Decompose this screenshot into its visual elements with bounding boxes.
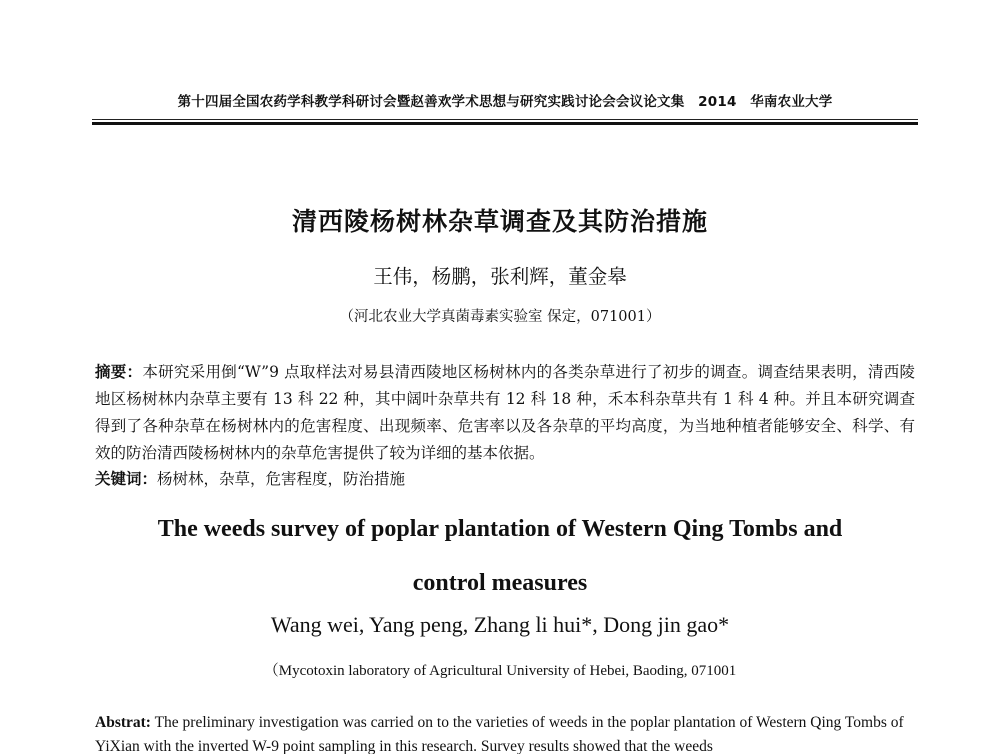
abstract-en-label: Abstrat: <box>95 714 151 731</box>
paper-title-en-line-2: control measures <box>412 570 588 596</box>
keywords-cn-label: 关键词： <box>95 469 158 488</box>
affiliation-cn: （河北农业大学真菌毒素实验室 保定，071001） <box>339 309 661 325</box>
affiliation-en: （Mycotoxin laboratory of Agricultural University of Hebei, Baoding, 071001 <box>263 663 737 679</box>
header-rule-thick <box>92 122 918 125</box>
keywords-cn-text: 杨树林，杂草，危害程度，防治措施 <box>157 470 406 488</box>
abstract-cn <box>95 358 915 467</box>
abstract-cn-label: 摘要： <box>95 362 143 381</box>
abstract-en-text: The preliminary investigation was carried on to the varieties of weeds in the poplar plantation of Western Qing Tombs of YiXian with the inverted W-9 point sampling in this research. Survey results showed that the weeds <box>95 714 904 754</box>
paper-title-en-line-1: The weeds survey of poplar plantation of Western Qing Tombs and <box>157 516 843 542</box>
abstract-en <box>95 711 915 754</box>
abstract-cn-text: 本研究采用倒“W”9 点取样法对易县清西陵地区杨树林内的各类杂草进行了初步的调查。调查结果表明，清西陵地区杨树林内杂草主要有 13 科 22 种，其中阔叶杂草共有 12 科 18 种，禾本科杂草共有 1 科 4 种。并且本研究调查得到了各种杂草在杨树林内的危害程度、出现频率、危害率以及各杂草的平均高度，为当地种植者能够安全、科学、有效的防治清西陵杨树林内的杂草危害提供了较为详细的基本依据。 <box>95 363 915 462</box>
authors-en: Wang wei, Yang peng, Zhang li hui*, Dong jin gao* <box>270 612 730 637</box>
authors-cn: 王伟，杨鹏，张利辉，董金皋 <box>373 265 627 288</box>
header-rule-thin <box>92 119 918 120</box>
paper-title-en <box>0 502 1000 610</box>
running-header: 第十四届全国农药学科教学科研讨会暨赵善欢学术思想与研究实践讨论会会议论文集 2014 华南农业大学 <box>177 94 833 110</box>
paper-title-cn: 清西陵杨树林杂草调查及其防治措施 <box>291 207 708 236</box>
keywords-cn <box>95 465 915 493</box>
